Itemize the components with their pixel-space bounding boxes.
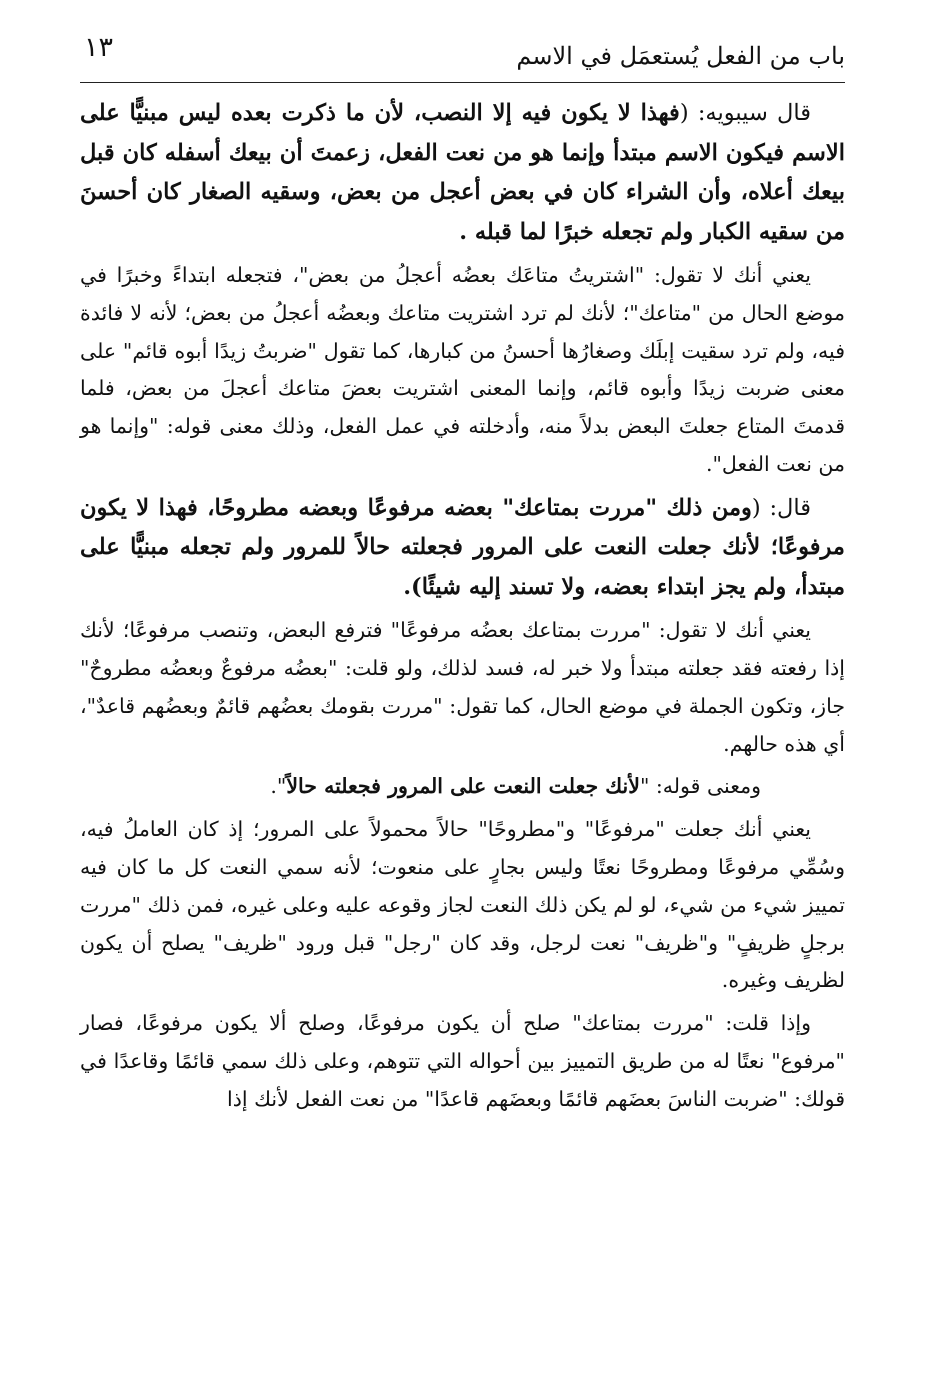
page-number: ١٣	[84, 32, 114, 63]
commentary-paragraph: يعني أنك لا تقول: "اشتريتُ متاعَك بعضُه أعجلُ من بعض"، فتجعله ابتداءً وخبرًا في موضع الحال من "متاعك"؛ لأنك لم ترد اشتريت متاعك وبعضُه أعجلُ من بعض؛ لأنه لا فائدة فيه، ولم ترد سقيت إبلَك وصغارُها أحسنُ من كبارها، كما تقول "ضربتُ زيدًا أبوه قائم" على معنى ضربت زيدًا وأبوه قائم، وإنما المعنى اشتريت بعضَ متاعك أعجلَ من بعض، فلما قدمتَ المتاع جعلتَ البعض بدلاً منه، وأدخلته في عمل الفعل، وذلك معنى قوله: "وإنما هو من نعت الفعل".	[80, 263, 845, 476]
quote-text: فهذا لا يكون فيه إلا النصب، لأن ما ذكرت بعده ليس مبنيًّا على الاسم فيكون الاسم مبتدأ وإنما هو من نعت الفعل، زعمتَ أن بيعك أسفله كان قبل بيعك أعلاه، وأن الشراء كان في بعض أعجل من بعض، وسقيه الصغار كان أحسنَ من سقيه الكبار ولم تجعله خبرًا لما قبله .	[80, 100, 845, 245]
body-text	[80, 94, 845, 1124]
running-title: باب من الفعل يُستعمَل في الاسم	[516, 42, 845, 70]
commentary-paragraph: يعني أنك لا تقول: "مررت بمتاعك بعضُه مرفوعًا" فترفع البعض، وتنصب مرفوعًا؛ لأنك إذا رفعته فقد جعلته مبتدأ ولا خبر له، فسد لذلك، ولو قلت: "بعضُه مرفوعٌ وبعضُه مطروحٌ" جاز، وتكون الجملة في موضع الحال، كما تقول: "مررت بقومك بعضُهم قائمٌ وبعضُهم قاعدٌ"، أي هذه حالهم.	[80, 618, 845, 756]
quote-paragraph	[80, 94, 845, 252]
quote-paragraph	[80, 489, 845, 608]
commentary-paragraph: وإذا قلت: "مررت بمتاعك" صلح أن يكون مرفوعًا، وصلح ألا يكون مرفوعًا، فصار "مرفوع" نعتًا له من طريق التمييز بين أحواله التي تتوهم، وعلى ذلك سمي قائمًا وقاعدًا في قولك: "ضربت الناسَ بعضَهم قائمًا وبعضَهم قاعدًا" من نعت الفعل لأنك إذا	[80, 1011, 845, 1111]
quoted-phrase: لأنك جعلت النعت على المرور فجعلته حالاً	[286, 774, 640, 799]
commentary-paragraph	[80, 768, 845, 806]
quote-intro: قال: (	[751, 494, 811, 521]
commentary-paragraph: يعني أنك جعلت "مرفوعًا" و"مطروحًا" حالاً محمولاً على المرور؛ إذ كان العاملُ فيه، وسُمِّي مرفوعًا ومطروحًا نعتًا وليس بجارٍ على منعوت؛ لأنه سمي النعت كل ما كان فيه تمييز شيء من شيء، لو لم يكن ذلك النعت لجاز وقوعه عليه وعلى غيره، فمن ذلك "مررت برجلٍ ظريفٍ" و"ظريف" نعت لرجل، وقد كان "رجل" قبل ورود "ظريف" يصلح أن يكون لظريف وغيره.	[80, 817, 845, 993]
page-header	[80, 30, 845, 83]
quote-intro: قال سيبويه: (	[679, 100, 811, 126]
quote-text: ومن ذلك "مررت بمتاعك" بعضه مرفوعًا وبعضه مطروحًا، فهذا لا يكون مرفوعًا؛ لأنك جعلت النعت على المرور فجعلته حالاً للمرور ولم تجعله مبنيًّا على مبتدأ، ولم يجز ابتداء بعضه، ولا تسند إليه شيئًا).	[80, 494, 845, 600]
commentary-intro: ومعنى قوله: "	[639, 774, 761, 799]
commentary-outro: ".	[270, 774, 287, 799]
